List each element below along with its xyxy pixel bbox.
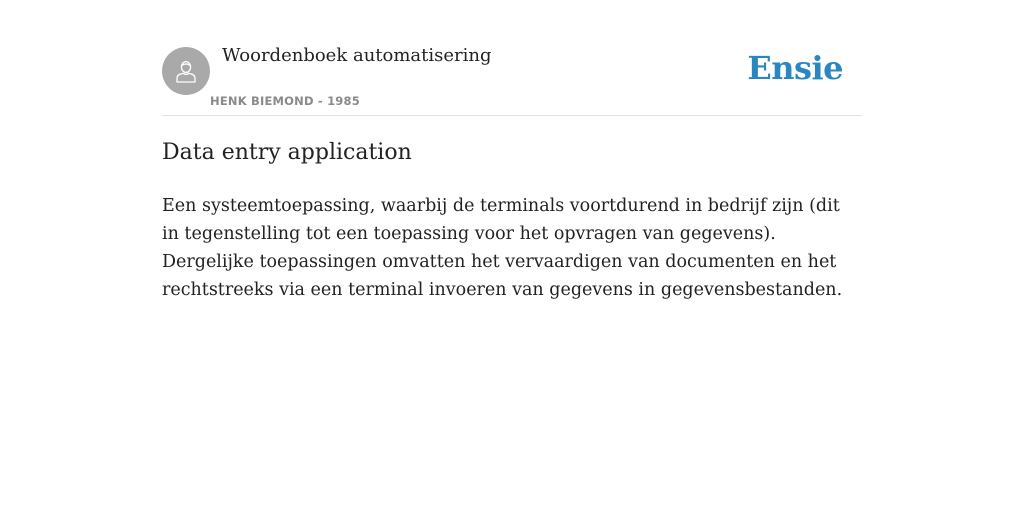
source-header <box>162 0 862 116</box>
entry-body: Een systeemtoepassing, waarbij de terminals voortdurend in bedrijf zijn (dit in tegenstelling tot een toepassing voor het opvragen van gegevens). Dergelijke toepassingen omvatten het vervaardigen van documenten en het rechtstreeks via een terminal invoeren van gegevens in gegevensbestanden. <box>162 196 843 300</box>
brand-logo[interactable]: Ensie <box>747 49 843 87</box>
source-title[interactable]: Woordenboek automatisering <box>222 45 492 66</box>
avatar[interactable] <box>162 47 210 95</box>
user-icon <box>172 57 200 85</box>
author-line[interactable]: HENK BIEMOND - 1985 <box>210 94 360 108</box>
entry-title: Data entry application <box>162 140 412 165</box>
